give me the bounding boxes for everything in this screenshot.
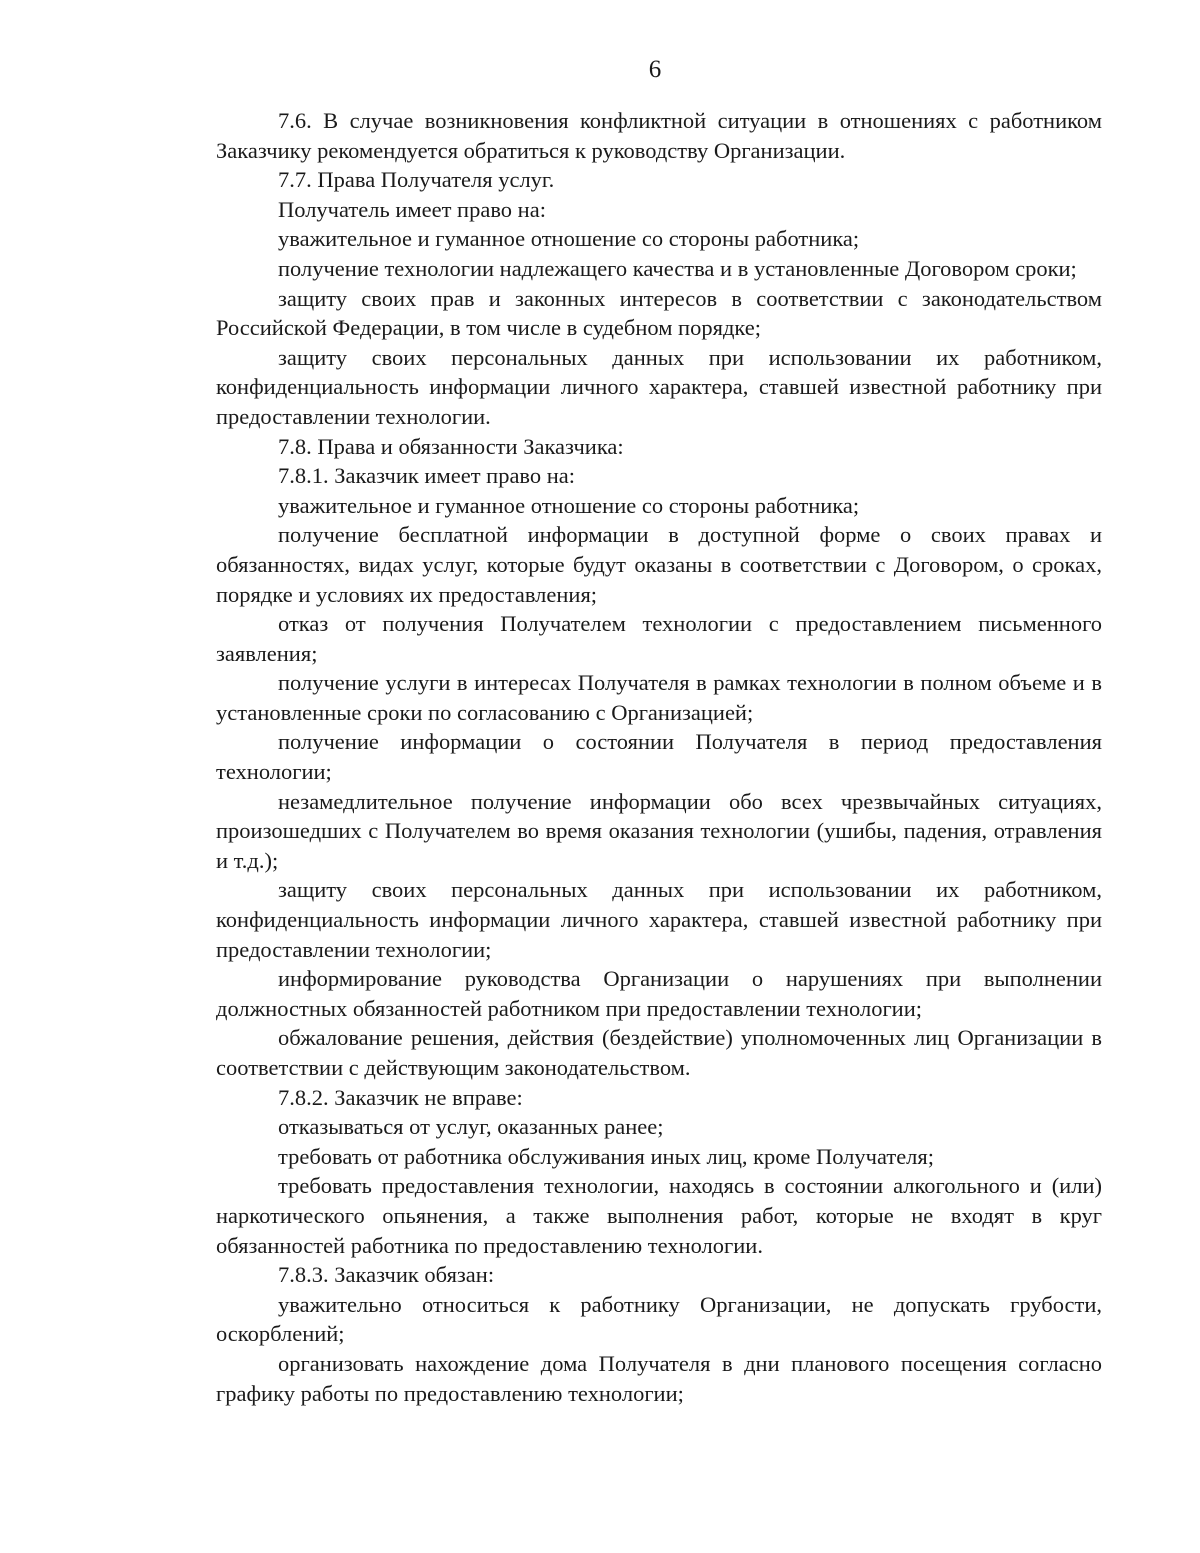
- list-item: получение услуги в интересах Получателя в рамках технологии в полном объеме и в установленные сроки по согласованию с Организацией;: [216, 670, 1102, 725]
- document-body: [216, 106, 1102, 1408]
- list-item: защиту своих персональных данных при использовании их работником, конфиденциальность информации личного характера, ставшей известной работнику при предоставлении технологии.: [216, 344, 1102, 429]
- list-item: защиту своих прав и законных интересов в соответствии с законодательством Российской Федерации, в том числе в судебном порядке;: [216, 285, 1102, 341]
- section-heading-7-8-1: 7.8.1. Заказчик имеет право на:: [278, 463, 576, 489]
- list-item: незамедлительное получение информации обо всех чрезвычайных ситуациях, произошедших с Получателем во время оказания технологии (ушибы, падения, отравления и т.д.);: [216, 788, 1102, 873]
- list-item: отказ от получения Получателем технологии с предоставлением письменного заявления;: [216, 611, 1102, 666]
- section-heading-7-7: 7.7. Права Получателя услуг.: [278, 167, 555, 193]
- list-item: защиту своих персональных данных при использовании их работником, конфиденциальность информации личного характера, ставшей известной работнику при предоставлении технологии;: [216, 877, 1102, 962]
- section-heading-7-8: 7.8. Права и обязанности Заказчика:: [278, 433, 624, 459]
- list-item: уважительное и гуманное отношение со стороны работника;: [278, 492, 860, 518]
- paragraph: Получатель имеет право на:: [278, 196, 546, 222]
- paragraph-7-6: 7.6. В случае возникновения конфликтной ситуации в отношениях с работником Заказчику рекомендуется обратиться к руководству Организации.: [216, 108, 1102, 163]
- list-item: организовать нахождение дома Получателя в дни планового посещения согласно графику работы по предоставлению технологии;: [216, 1350, 1102, 1406]
- section-heading-7-8-3: 7.8.3. Заказчик обязан:: [278, 1262, 495, 1288]
- section-heading-7-8-2: 7.8.2. Заказчик не вправе:: [278, 1084, 523, 1110]
- list-item: отказываться от услуг, оказанных ранее;: [278, 1114, 664, 1140]
- list-item: получение технологии надлежащего качества и в установленные Договором сроки;: [278, 255, 1077, 281]
- list-item: получение бесплатной информации в доступной форме о своих правах и обязанностях, видах услуг, которые будут оказаны в соответствии с Договором, о сроках, порядке и условиях их предоставления;: [216, 522, 1102, 607]
- list-item: получение информации о состоянии Получателя в период предоставления технологии;: [216, 729, 1102, 785]
- page-number: 6: [648, 56, 662, 83]
- list-item: требовать от работника обслуживания иных лиц, кроме Получателя;: [278, 1143, 935, 1169]
- list-item: требовать предоставления технологии, находясь в состоянии алкогольного и (или) наркотического опьянения, а также выполнения работ, которые не входят в круг обязанностей работника по предоставлению технологии.: [216, 1173, 1102, 1258]
- list-item: уважительно относиться к работнику Организации, не допускать грубости, оскорблений;: [216, 1291, 1102, 1347]
- list-item: уважительное и гуманное отношение со стороны работника;: [278, 226, 860, 252]
- list-item: информирование руководства Организации о нарушениях при выполнении должностных обязанностей работником при предоставлении технологии;: [216, 966, 1102, 1021]
- list-item: обжалование решения, действия (бездействие) уполномоченных лиц Организации в соответствии с действующим законодательством.: [216, 1025, 1102, 1080]
